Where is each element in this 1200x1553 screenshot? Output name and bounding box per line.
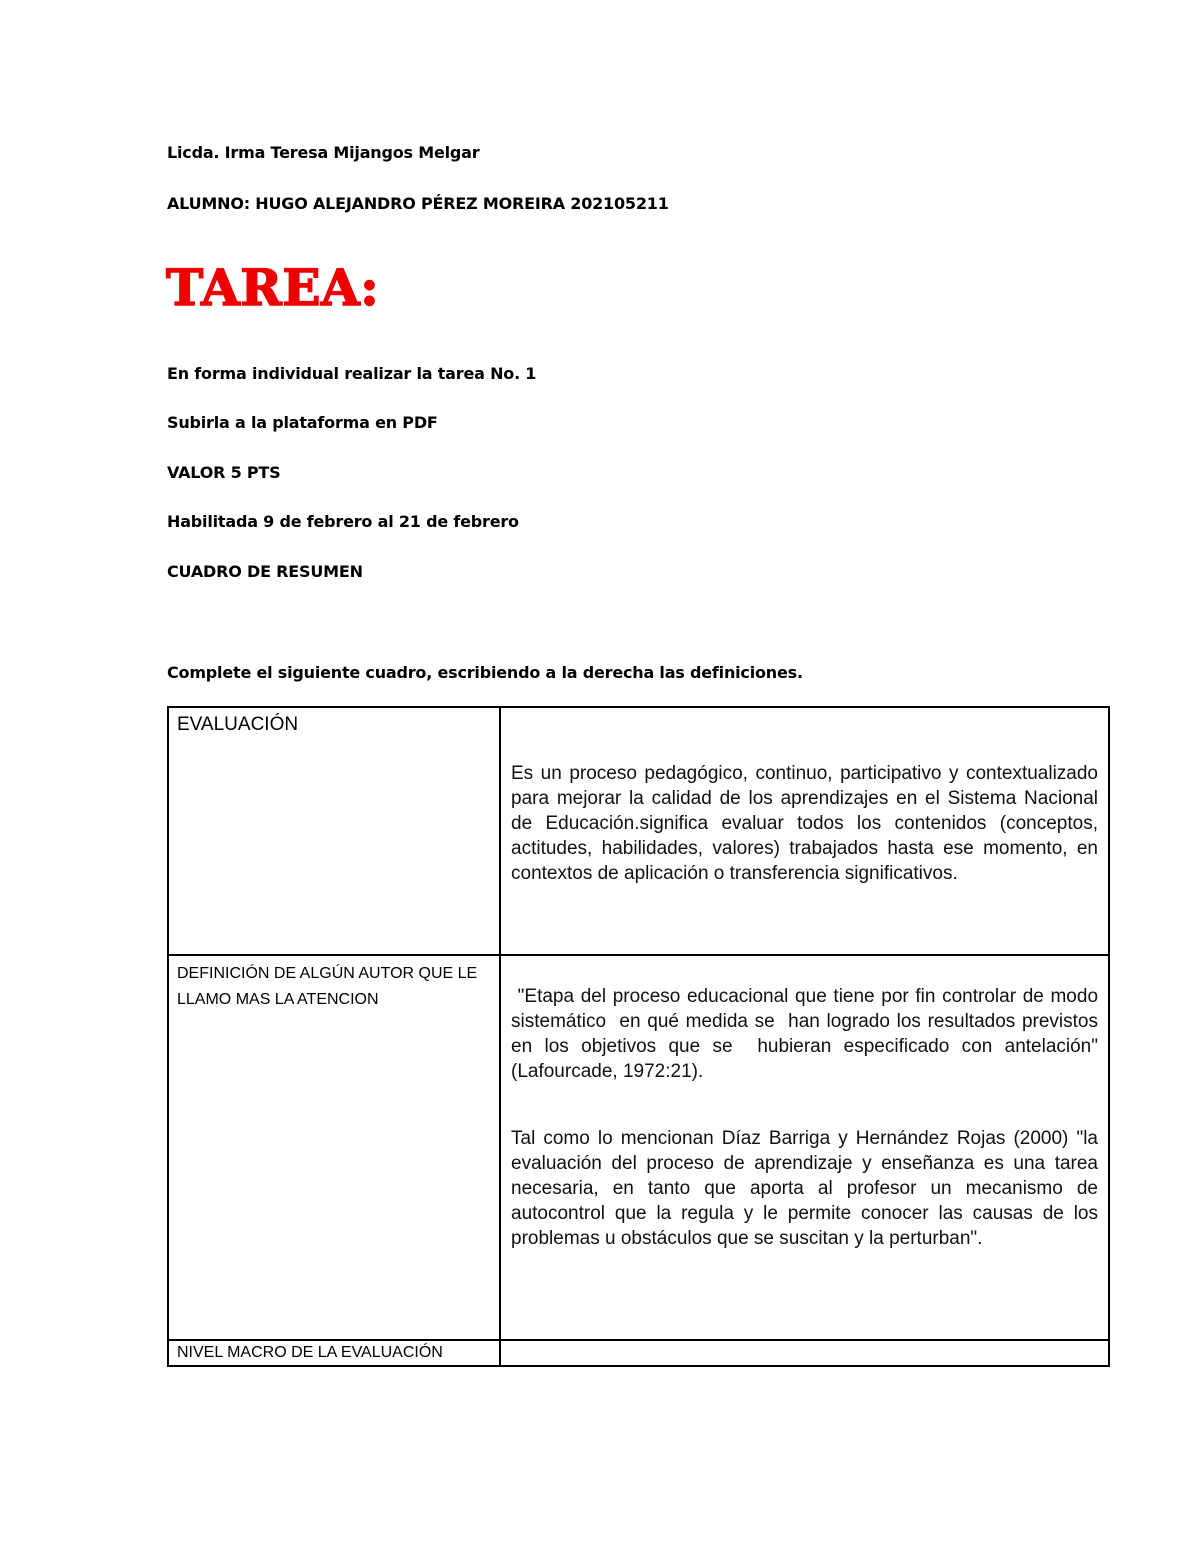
row-label-cell [168,955,500,1340]
table-row [168,1340,1109,1366]
instruction-upload: Subirla a la plataforma en PDF [167,413,438,432]
student-name: ALUMNO: HUGO ALEJANDRO PÉREZ MOREIRA 202105211 [167,194,669,213]
row-definition-cell [500,707,1109,955]
assignment-title: TAREA: [166,258,380,317]
section-heading: CUADRO DE RESUMEN [167,562,363,581]
instruction-value: VALOR 5 PTS [167,463,281,482]
row-label-evaluacion: EVALUACIÓN [177,714,299,735]
table-row [168,955,1109,1340]
row-label-cell [168,707,500,955]
row-definition-cell-empty [500,1340,1109,1366]
summary-table [167,706,1110,1367]
row-label-nivel-macro: NIVEL MACRO DE LA EVALUACIÓN [177,1344,443,1361]
teacher-name: Licda. Irma Teresa Mijangos Melgar [167,143,480,162]
instruction-dates: Habilitada 9 de febrero al 21 de febrero [167,512,519,531]
row-label-cell [168,1340,500,1366]
table-prompt: Complete el siguiente cuadro, escribiendo a la derecha las definiciones. [167,663,803,682]
table-row [168,707,1109,955]
instruction-individual: En forma individual realizar la tarea No. 1 [167,364,537,383]
definition-lafourcade: "Etapa del proceso educacional que tiene por fin controlar de modo sistemático en qué medida se han logrado los resultados previstos en los objetivos que se hubieran especificado con antelación" (Lafourcade, 1972:21). [511,986,1104,1082]
row-label-autor: DEFINICIÓN DE ALGÚN AUTOR QUE LE LLAMO MAS LA ATENCION [177,965,478,1008]
row-definition-cell [500,955,1109,1340]
definition-evaluacion: Es un proceso pedagógico, continuo, participativo y contextualizado para mejorar la calidad de los aprendizajes en el Sistema Nacional de Educación.significa evaluar todos los contenidos (conceptos, actitudes, habilidades, valores) trabajados hasta ese momento, en contextos de aplicación o transferencia significativos. [511,763,1098,884]
definition-diaz-barriga: Tal como lo mencionan Díaz Barriga y Hernández Rojas (2000) "la evaluación del proceso de aprendizaje y enseñanza es una tarea necesaria, en tanto que aporta al profesor un mecanismo de autocontrol que la regula y le permite conocer las causas de los problemas u obstáculos que se suscitan y la perturban". [511,1128,1098,1249]
